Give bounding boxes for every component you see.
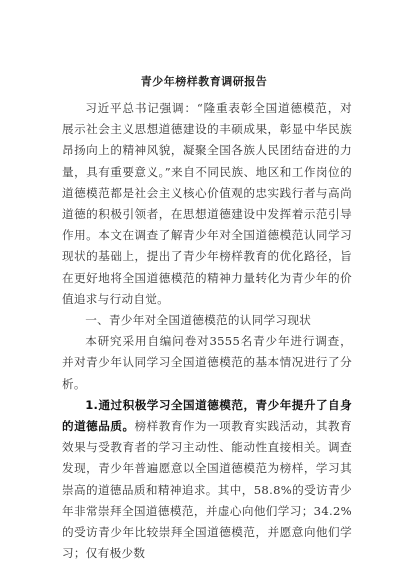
finding-1-bold-lead: 1.通过积极学习全国道德模范，青少年提升了自身的道德品质。	[62, 397, 352, 434]
finding-1-text: 榜样教育作为一项教育实践活动，其教育效果与受教育者的学习主动性、能动性直接相关。调查发现，青少年普遍愿意以全国道德模范为榜样，学习其崇高的道德品质和精神追求。其中，58.8%的受访青少年非常崇拜全国道德模范，并虚心向他们学习；34.2%的受访青少年比较崇拜全国道德模范，并愿意向他们学习；仅有极少数	[62, 419, 352, 561]
paragraph-intro: 习近平总书记强调：“隆重表彰全国道德模范，对展示社会主义思想道德建设的丰硕成果，彰显中华民族昂扬向上的精神风貌，凝聚全国各族人民团结奋进的力量，具有重要意义。”来自不同民族、地区和工作岗位的道德模范都是社会主义核心价值观的忠实践行者与高尚道德的积极引领者，在思想道德建设中发挥着示范引导作用。本文在调查了解青少年对全国道德模范认同学习现状的基础上，提出了青少年榜样教育的优化路径，旨在更好地将全国道德模范的精神力量转化为青少年的价值追求与行动自觉。	[62, 101, 352, 306]
paragraph-survey: 本研究采用自编问卷对3555名青少年进行调查，并对青少年认同学习全国道德模范的基本情况进行了分析。	[62, 334, 352, 391]
document-body	[62, 98, 352, 564]
paragraph-finding-1	[62, 395, 352, 565]
section-heading: 一、青少年对全国道德模范的认同学习现状	[85, 313, 312, 328]
document-title: 青少年榜样教育调研报告	[140, 75, 268, 88]
